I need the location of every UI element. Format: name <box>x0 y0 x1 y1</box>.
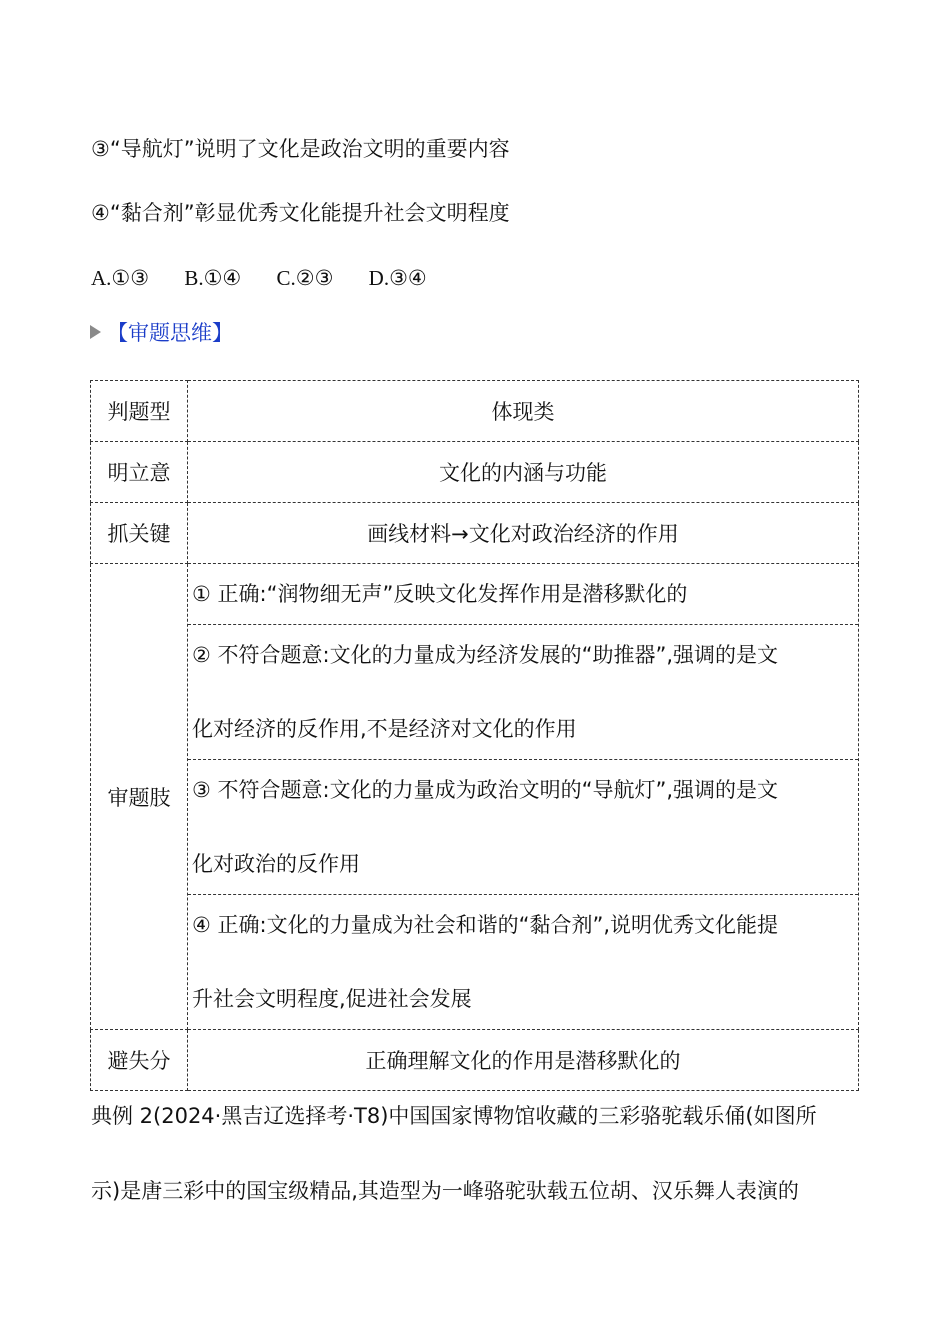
analysis-item-4-line1: ④ 正确:文化的力量成为社会和谐的“黏合剂”,说明优秀文化能提 <box>192 913 779 937</box>
analysis-item-2 <box>188 625 858 760</box>
choice-a: A.①③ <box>91 266 150 290</box>
analysis-item-3-line2: 化对政治的反作用 <box>192 852 360 876</box>
analysis-item-3-line1: ③ 不符合题意:文化的力量成为政治文明的“导航灯”,强调的是文 <box>192 778 779 802</box>
choice-d: D.③④ <box>368 266 427 290</box>
table-row-analysis <box>91 564 859 1030</box>
row-key: 审题肢 <box>91 564 188 1030</box>
analysis-item-4-line2: 升社会文明程度,促进社会发展 <box>192 987 472 1011</box>
row-value: 体现类 <box>188 381 859 442</box>
row-value: 正确理解文化的作用是潜移默化的 <box>188 1030 859 1091</box>
option-item-4: ④“黏合剂”彰显优秀文化能提升社会文明程度 <box>91 201 510 225</box>
section-heading-text: 【审题思维】 <box>107 321 233 345</box>
analysis-table <box>90 380 859 1091</box>
table-row <box>91 442 859 503</box>
section-heading <box>90 318 233 348</box>
row-value: 文化的内涵与功能 <box>188 442 859 503</box>
table-row <box>91 503 859 564</box>
row-key: 避失分 <box>91 1030 188 1091</box>
option-item-3: ③“导航灯”说明了文化是政治文明的重要内容 <box>91 137 510 161</box>
analysis-item-4 <box>188 895 858 1029</box>
triangle-bullet-icon <box>90 325 101 339</box>
row-value: 画线材料→文化对政治经济的作用 <box>188 503 859 564</box>
analysis-item-1: ① 正确:“润物细无声”反映文化发挥作用是潜移默化的 <box>188 564 858 625</box>
example-line-2: 示)是唐三彩中的国宝级精品,其造型为一峰骆驼驮载五位胡、汉乐舞人表演的 <box>91 1179 799 1203</box>
analysis-cells <box>188 564 859 1030</box>
table-row <box>91 381 859 442</box>
analysis-item-2-line1: ② 不符合题意:文化的力量成为经济发展的“助推器”,强调的是文 <box>192 643 779 667</box>
example-line-1: 典例 2(2024·黑吉辽选择考·T8)中国国家博物馆收藏的三彩骆驼载乐俑(如图所 <box>91 1104 817 1128</box>
choice-c: C.②③ <box>276 266 334 290</box>
answer-choices <box>91 263 457 293</box>
row-key: 判题型 <box>91 381 188 442</box>
row-key: 抓关键 <box>91 503 188 564</box>
analysis-item-2-line2: 化对经济的反作用,不是经济对文化的作用 <box>192 717 577 741</box>
row-key: 明立意 <box>91 442 188 503</box>
choice-b: B.①④ <box>184 266 242 290</box>
table-row <box>91 1030 859 1091</box>
analysis-item-3 <box>188 760 858 895</box>
